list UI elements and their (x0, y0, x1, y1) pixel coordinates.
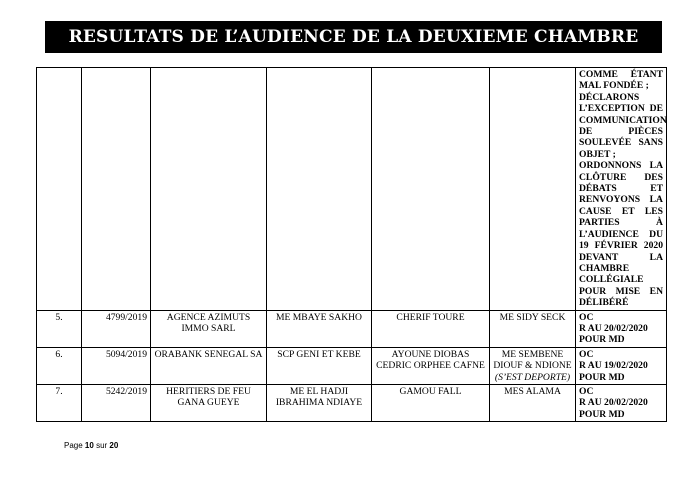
cell-decision (576, 384, 667, 421)
cell-defendeur: AYOUNE DIOBAS CEDRIC ORPHEE CAFNE (372, 347, 490, 384)
cell-avocat-defendeur (490, 68, 576, 311)
page-label: Page (64, 441, 83, 450)
table-row (37, 68, 667, 311)
cell-avocat-plaignant: ME MBAYE SAKHO (267, 310, 372, 347)
decision-line: R AU 20/02/2020 (579, 322, 648, 334)
cell-num (37, 68, 82, 311)
cell-avocat-plaignant (267, 68, 372, 311)
decision-line: OC (579, 385, 594, 397)
cell-defendeur: GAMOU FALL (372, 384, 490, 421)
cell-defendeur (372, 68, 490, 311)
deporte-note: (S’EST DEPORTE) (494, 371, 571, 383)
page-footer (64, 441, 118, 450)
cell-role: 4799/2019 (82, 310, 151, 347)
cell-num: 7. (37, 384, 82, 421)
cell-defendeur: CHERIF TOURE (372, 310, 490, 347)
decision-line: POUR MD (579, 334, 625, 346)
cell-plaignant (151, 68, 267, 311)
decision-line: COMME ÉTANT MAL FONDÉE ; (579, 69, 663, 92)
cell-role: 5094/2019 (82, 347, 151, 384)
table-row (37, 347, 667, 384)
decision-line: POUR MD (579, 408, 625, 420)
decision-line: R AU 20/02/2020 (579, 397, 648, 409)
page-sep: sur (96, 441, 108, 450)
cell-decision (576, 310, 667, 347)
avocat-defendeur-name: ME SEMBENE DIOUF & NDIONE (493, 348, 572, 372)
cell-avocat-defendeur (490, 384, 576, 421)
cell-plaignant: HERITIERS DE FEU GANA GUEYE (151, 384, 267, 421)
cell-avocat-plaignant: SCP GENI ET KEBE (267, 347, 372, 384)
cell-plaignant: ORABANK SENEGAL SA (151, 347, 267, 384)
table-row (37, 384, 667, 421)
page-title: RESULTATS DE L’AUDIENCE DE LA DEUXIEME CHAMBRE (68, 27, 639, 47)
decision-line: POUR MD (579, 371, 625, 383)
cell-role: 5242/2019 (82, 384, 151, 421)
cell-num: 5. (37, 310, 82, 347)
cell-decision (576, 347, 667, 384)
page-title-banner (45, 21, 662, 53)
cell-avocat-defendeur (490, 310, 576, 347)
avocat-defendeur-name: ME SIDY SECK (499, 311, 566, 323)
table-row (37, 310, 667, 347)
cell-plaignant: AGENCE AZIMUTS IMMO SARL (151, 310, 267, 347)
cell-decision (576, 68, 667, 311)
decision-line: R AU 19/02/2020 (579, 360, 648, 372)
cell-num: 6. (37, 347, 82, 384)
page-current: 10 (84, 441, 94, 450)
results-table (36, 67, 667, 422)
decision-line: OC (579, 311, 594, 323)
decision-line: OC (579, 348, 594, 360)
avocat-defendeur-name: MES ALAMA (504, 385, 561, 397)
decision-line: DÉCLARONS L’EXCEPTION DE COMMUNICATION DE PIÈCES SOULEVÉE SANS OBJET ; (579, 91, 667, 160)
decision-line: ORDONNONS LA CLÔTURE DES DÉBATS ET RENVOYONS LA CAUSE ET LES PARTIES À L’AUDIENCE DU 19 FÉVRIER 2020 DEVANT LA CHAMBRE COLLÉGIALE POUR MISE EN DÉLIBÉRÉ (579, 160, 663, 309)
cell-avocat-plaignant: ME EL HADJI IBRAHIMA NDIAYE (267, 384, 372, 421)
cell-role (82, 68, 151, 311)
page-total: 20 (109, 441, 119, 450)
cell-avocat-defendeur (490, 347, 576, 384)
